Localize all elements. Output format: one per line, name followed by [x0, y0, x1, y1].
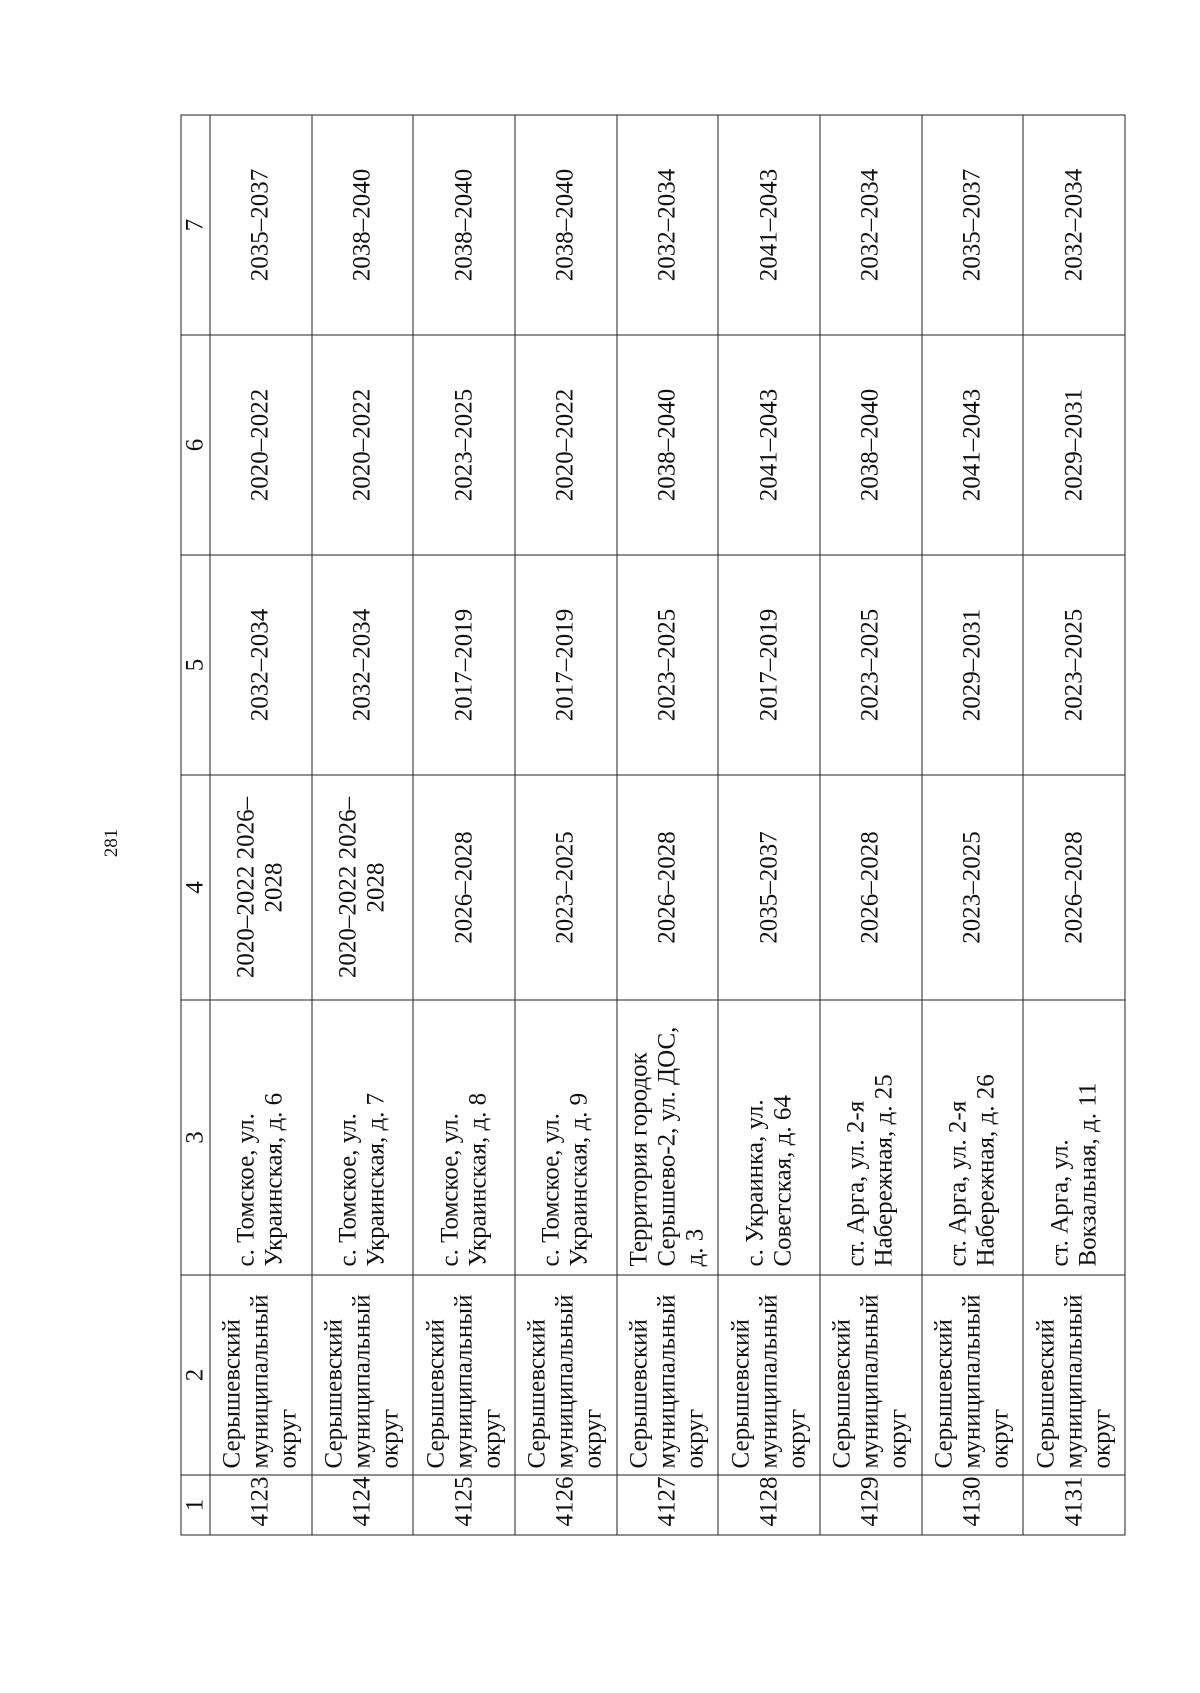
data-table: [180, 114, 1125, 1535]
address-cell: с. Томское, ул. Украинская, д. 9: [514, 1000, 616, 1275]
period-col5-cell: 2023–2025: [1023, 555, 1125, 775]
period-col4-cell: 2023–2025: [921, 775, 1023, 1000]
column-header: 5: [181, 555, 210, 775]
period-col4-cell: 2026–2028: [413, 775, 515, 1000]
row-number: 4126: [514, 1475, 616, 1535]
period-col5-cell: 2029–2031: [921, 555, 1023, 775]
table-row: [210, 115, 312, 1535]
table-row: [1023, 115, 1125, 1535]
period-col5-cell: 2017–2019: [718, 555, 820, 775]
okrug-cell: Серышевский муниципальный округ: [921, 1275, 1023, 1475]
period-col4-cell: 2020–2022 2026–2028: [210, 775, 312, 1000]
column-header: 3: [181, 1000, 210, 1275]
period-col6-cell: 2038–2040: [616, 335, 718, 555]
period-col7-cell: 2032–2034: [616, 115, 718, 335]
table-row: [514, 115, 616, 1535]
period-col6-cell: 2023–2025: [413, 335, 515, 555]
period-col5-cell: 2023–2025: [616, 555, 718, 775]
column-header: 6: [181, 335, 210, 555]
period-col6-cell: 2020–2022: [514, 335, 616, 555]
period-col7-cell: 2032–2034: [819, 115, 921, 335]
table-row: [921, 115, 1023, 1535]
table-row: [718, 115, 820, 1535]
address-cell: ст. Арга, ул. 2-я Набережная, д. 26: [921, 1000, 1023, 1275]
period-col4-cell: 2026–2028: [1023, 775, 1125, 1000]
period-col7-cell: 2038–2040: [311, 115, 413, 335]
okrug-cell: Серышевский муниципальный округ: [718, 1275, 820, 1475]
okrug-cell: Серышевский муниципальный округ: [819, 1275, 921, 1475]
period-col6-cell: 2029–2031: [1023, 335, 1125, 555]
row-number: 4125: [413, 1475, 515, 1535]
row-number: 4127: [616, 1475, 718, 1535]
okrug-cell: Серышевский муниципальный округ: [413, 1275, 515, 1475]
period-col5-cell: 2017–2019: [413, 555, 515, 775]
row-number: 4130: [921, 1475, 1023, 1535]
column-header: 2: [181, 1275, 210, 1475]
table-row: [311, 115, 413, 1535]
okrug-cell: Серышевский муниципальный округ: [1023, 1275, 1125, 1475]
okrug-cell: Серышевский муниципальный округ: [210, 1275, 312, 1475]
table-row: [819, 115, 921, 1535]
period-col7-cell: 2032–2034: [1023, 115, 1125, 335]
period-col6-cell: 2020–2022: [311, 335, 413, 555]
period-col6-cell: 2020–2022: [210, 335, 312, 555]
period-col5-cell: 2023–2025: [819, 555, 921, 775]
address-cell: ст. Арга, ул. Вокзальная, д. 11: [1023, 1000, 1125, 1275]
address-cell: Территория городок Серышево-2, ул. ДОС, д. 3: [616, 1000, 718, 1275]
period-col6-cell: 2041–2043: [718, 335, 820, 555]
period-col7-cell: 2038–2040: [413, 115, 515, 335]
row-number: 4131: [1023, 1475, 1125, 1535]
period-col4-cell: 2026–2028: [616, 775, 718, 1000]
table-container: [180, 115, 1125, 1535]
address-cell: с. Томское, ул. Украинская, д. 7: [311, 1000, 413, 1275]
period-col4-cell: 2023–2025: [514, 775, 616, 1000]
period-col7-cell: 2035–2037: [921, 115, 1023, 335]
address-cell: с. Украинка, ул. Советская, д. 64: [718, 1000, 820, 1275]
rotated-table-frame: [180, 115, 1125, 1535]
period-col4-cell: 2020–2022 2026–2028: [311, 775, 413, 1000]
period-col7-cell: 2035–2037: [210, 115, 312, 335]
row-number: 4129: [819, 1475, 921, 1535]
period-col4-cell: 2035–2037: [718, 775, 820, 1000]
period-col6-cell: 2038–2040: [819, 335, 921, 555]
okrug-cell: Серышевский муниципальный округ: [311, 1275, 413, 1475]
table-row: [413, 115, 515, 1535]
period-col6-cell: 2041–2043: [921, 335, 1023, 555]
period-col5-cell: 2017–2019: [514, 555, 616, 775]
address-cell: ст. Арга, ул. 2-я Набережная, д. 25: [819, 1000, 921, 1275]
row-number: 4124: [311, 1475, 413, 1535]
okrug-cell: Серышевский муниципальный округ: [616, 1275, 718, 1475]
header-row: [181, 115, 210, 1535]
period-col7-cell: 2041–2043: [718, 115, 820, 335]
column-header: 7: [181, 115, 210, 335]
table-row: [616, 115, 718, 1535]
column-header: 1: [181, 1475, 210, 1535]
period-col4-cell: 2026–2028: [819, 775, 921, 1000]
okrug-cell: Серышевский муниципальный округ: [514, 1275, 616, 1475]
address-cell: с. Томское, ул. Украинская, д. 8: [413, 1000, 515, 1275]
column-header: 4: [181, 775, 210, 1000]
row-number: 4128: [718, 1475, 820, 1535]
address-cell: с. Томское, ул. Украинская, д. 6: [210, 1000, 312, 1275]
period-col5-cell: 2032–2034: [311, 555, 413, 775]
period-col5-cell: 2032–2034: [210, 555, 312, 775]
period-col7-cell: 2038–2040: [514, 115, 616, 335]
row-number: 4123: [210, 1475, 312, 1535]
page-number: 281: [101, 828, 122, 858]
